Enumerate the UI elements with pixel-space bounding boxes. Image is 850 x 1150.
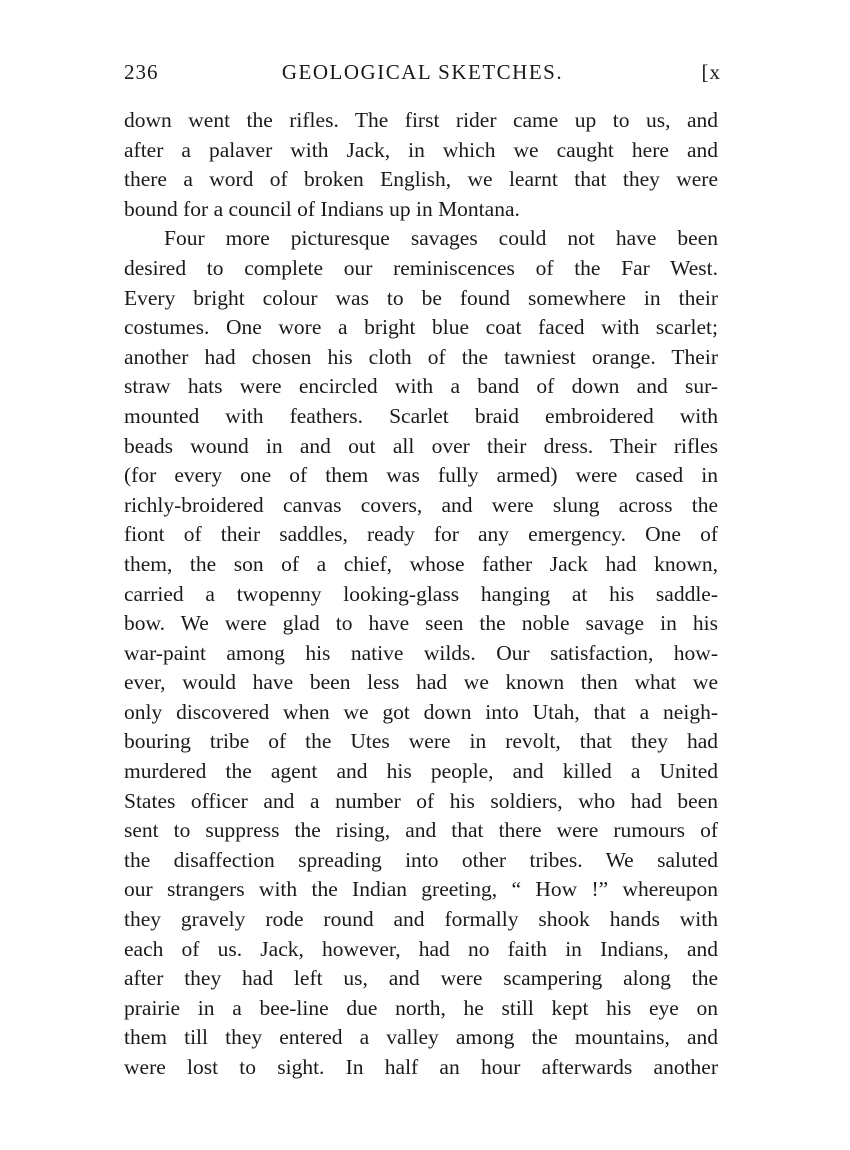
text-line: the disaffection spreading into other tribes. We saluted (124, 847, 718, 872)
text-line: were lost to sight. In half an hour afterwards another (124, 1055, 718, 1079)
text-line: costumes. One wore a bright blue coat faced with scarlet; (124, 315, 718, 340)
text-line: bound for a council of Indians up in Montana. (124, 196, 520, 221)
text-line: only discovered when we got down into Utah, that a neigh- (124, 699, 718, 724)
text-line: States officer and a number of his soldiers, who had been (124, 788, 718, 813)
text-line: murdered the agent and his people, and killed a United (124, 759, 718, 784)
text-line: war-paint among his native wilds. Our satisfaction, how- (124, 640, 718, 665)
text-line: there a word of broken English, we learnt that they were (124, 167, 718, 192)
text-line: them, the son of a chief, whose father Jack had known, (124, 551, 718, 576)
text-line: bow. We were glad to have seen the noble savage in his (124, 611, 718, 636)
chapter-mark: [x (701, 60, 721, 84)
text-line: our strangers with the Indian greeting, “ How !” whereupon (124, 877, 718, 902)
text-line: mounted with feathers. Scarlet braid embroidered with (124, 403, 718, 428)
text-line: desired to complete our reminiscences of the Far West. (124, 255, 718, 280)
text-line: Four more picturesque savages could not have been (164, 226, 718, 251)
text-line: fiont of their saddles, ready for any emergency. One of (124, 522, 718, 547)
text-line: straw hats were encircled with a band of down and sur- (124, 374, 718, 399)
text-line: carried a twopenny looking-glass hanging at his saddle- (124, 581, 718, 606)
text-line: they gravely rode round and formally shook hands with (124, 907, 718, 932)
text-line: after they had left us, and were scampering along the (124, 966, 718, 991)
body-text (124, 106, 718, 1083)
paragraph-continuation (124, 106, 718, 224)
text-line: sent to suppress the rising, and that there were rumours of (124, 818, 718, 843)
text-line: Every bright colour was to be found somewhere in their (124, 285, 718, 310)
running-title: GEOLOGICAL SKETCHES. (281, 60, 564, 84)
text-line: each of us. Jack, however, had no faith in Indians, and (124, 936, 718, 961)
text-line: bouring tribe of the Utes were in revolt, that they had (124, 729, 718, 754)
running-head (124, 60, 721, 90)
text-line: beads wound in and out all over their dress. Their rifles (124, 433, 718, 458)
text-line: prairie in a bee-line due north, he still kept his eye on (124, 995, 718, 1020)
text-line: another had chosen his cloth of the tawniest orange. Their (124, 344, 718, 369)
text-line: richly-broidered canvas covers, and were slung across the (124, 492, 718, 517)
text-line: down went the rifles. The first rider came up to us, and (124, 108, 718, 132)
text-line: (for every one of them was fully armed) were cased in (124, 463, 718, 488)
text-line: them till they entered a valley among the mountains, and (124, 1025, 718, 1050)
text-line: ever, would have been less had we known then what we (124, 670, 718, 695)
text-line: after a palaver with Jack, in which we caught here and (124, 137, 718, 162)
page-number: 236 (124, 60, 159, 84)
paragraph (124, 224, 718, 1082)
